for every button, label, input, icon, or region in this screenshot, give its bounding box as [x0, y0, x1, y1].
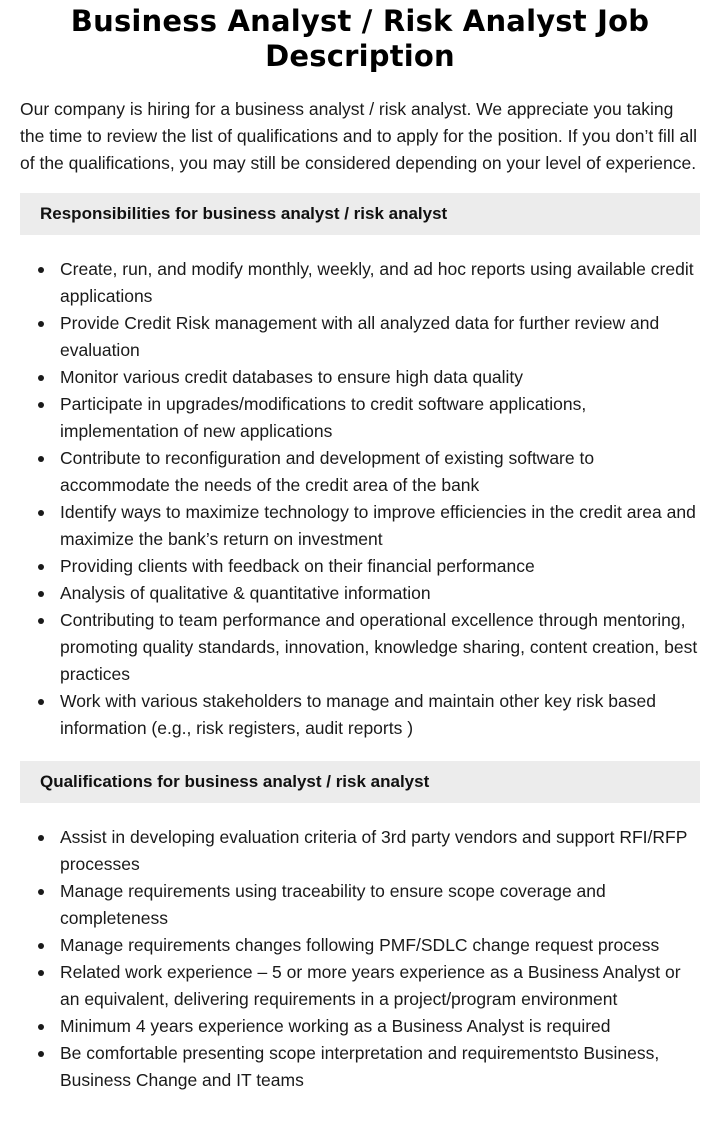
list-item: [60, 553, 700, 580]
list-item: [60, 310, 700, 364]
list-item: [60, 959, 700, 1013]
qualifications-header: [20, 761, 700, 803]
bullet-icon: [38, 591, 44, 597]
list-item: [60, 391, 700, 445]
responsibilities-heading: Responsibilities for business analyst / risk analyst: [40, 204, 448, 223]
bullet-icon: [38, 510, 44, 516]
page-title: Business Analyst / Risk Analyst Job Description: [70, 4, 650, 73]
responsibilities-header: [20, 193, 700, 235]
list-item: [60, 364, 700, 391]
list-item: [60, 688, 700, 742]
list-item: [60, 824, 700, 878]
list-item-text: Be comfortable presenting scope interpretation and requirementsto Business, Business Change and IT teams: [60, 1043, 660, 1090]
bullet-icon: [38, 970, 44, 976]
bullet-icon: [38, 1051, 44, 1057]
list-item: [60, 878, 700, 932]
list-item: [60, 445, 700, 499]
bullet-icon: [38, 321, 44, 327]
list-item-text: Assist in developing evaluation criteria of 3rd party vendors and support RFI/RFP processes: [60, 827, 688, 874]
list-item-text: Related work experience – 5 or more years experience as a Business Analyst or an equivalent, delivering requirements in a project/program environment: [60, 962, 681, 1009]
responsibilities-list: [20, 256, 700, 742]
bullet-icon: [38, 699, 44, 705]
list-item: [60, 932, 700, 959]
bullet-icon: [38, 943, 44, 949]
bullet-icon: [38, 564, 44, 570]
list-item-text: Participate in upgrades/modifications to credit software applications, implementation of new applications: [60, 394, 587, 441]
intro-paragraph: Our company is hiring for a business analyst / risk analyst. We appreciate you taking the time to review the list of qualifications and to apply for the position. If you don’t fill all of the qualifications, you may still be considered depending on your level of experience.: [20, 99, 698, 173]
list-item-text: Providing clients with feedback on their financial performance: [60, 556, 535, 576]
list-item-text: Manage requirements using traceability to ensure scope coverage and completeness: [60, 881, 606, 928]
list-item-text: Analysis of qualitative & quantitative information: [60, 583, 431, 603]
list-item-text: Identify ways to maximize technology to improve efficiencies in the credit area and maximize the bank’s return on investment: [60, 502, 696, 549]
bullet-icon: [38, 835, 44, 841]
qualifications-heading: Qualifications for business analyst / risk analyst: [40, 772, 430, 791]
list-item-text: Minimum 4 years experience working as a Business Analyst is required: [60, 1016, 611, 1036]
qualifications-list: [20, 824, 700, 1094]
list-item-text: Provide Credit Risk management with all analyzed data for further review and evaluation: [60, 313, 660, 360]
bullet-icon: [38, 402, 44, 408]
list-item: [60, 1013, 700, 1040]
list-item: [60, 1040, 700, 1094]
list-item: [60, 499, 700, 553]
list-item-text: Contribute to reconfiguration and development of existing software to accommodate the needs of the credit area of the bank: [60, 448, 595, 495]
bullet-icon: [38, 456, 44, 462]
list-item-text: Monitor various credit databases to ensure high data quality: [60, 367, 524, 387]
list-item-text: Create, run, and modify monthly, weekly, and ad hoc reports using available credit applications: [60, 259, 694, 306]
list-item-text: Manage requirements changes following PMF/SDLC change request process: [60, 935, 660, 955]
list-item-text: Work with various stakeholders to manage and maintain other key risk based information (e.g., risk registers, audit reports ): [60, 691, 656, 738]
bullet-icon: [38, 375, 44, 381]
list-item: [60, 607, 700, 688]
list-item-text: Contributing to team performance and operational excellence through mentoring, promoting quality standards, innovation, knowledge sharing, content creation, best practices: [60, 610, 698, 684]
bullet-icon: [38, 618, 44, 624]
bullet-icon: [38, 1024, 44, 1030]
bullet-icon: [38, 889, 44, 895]
list-item: [60, 580, 700, 607]
bullet-icon: [38, 267, 44, 273]
list-item: [60, 256, 700, 310]
